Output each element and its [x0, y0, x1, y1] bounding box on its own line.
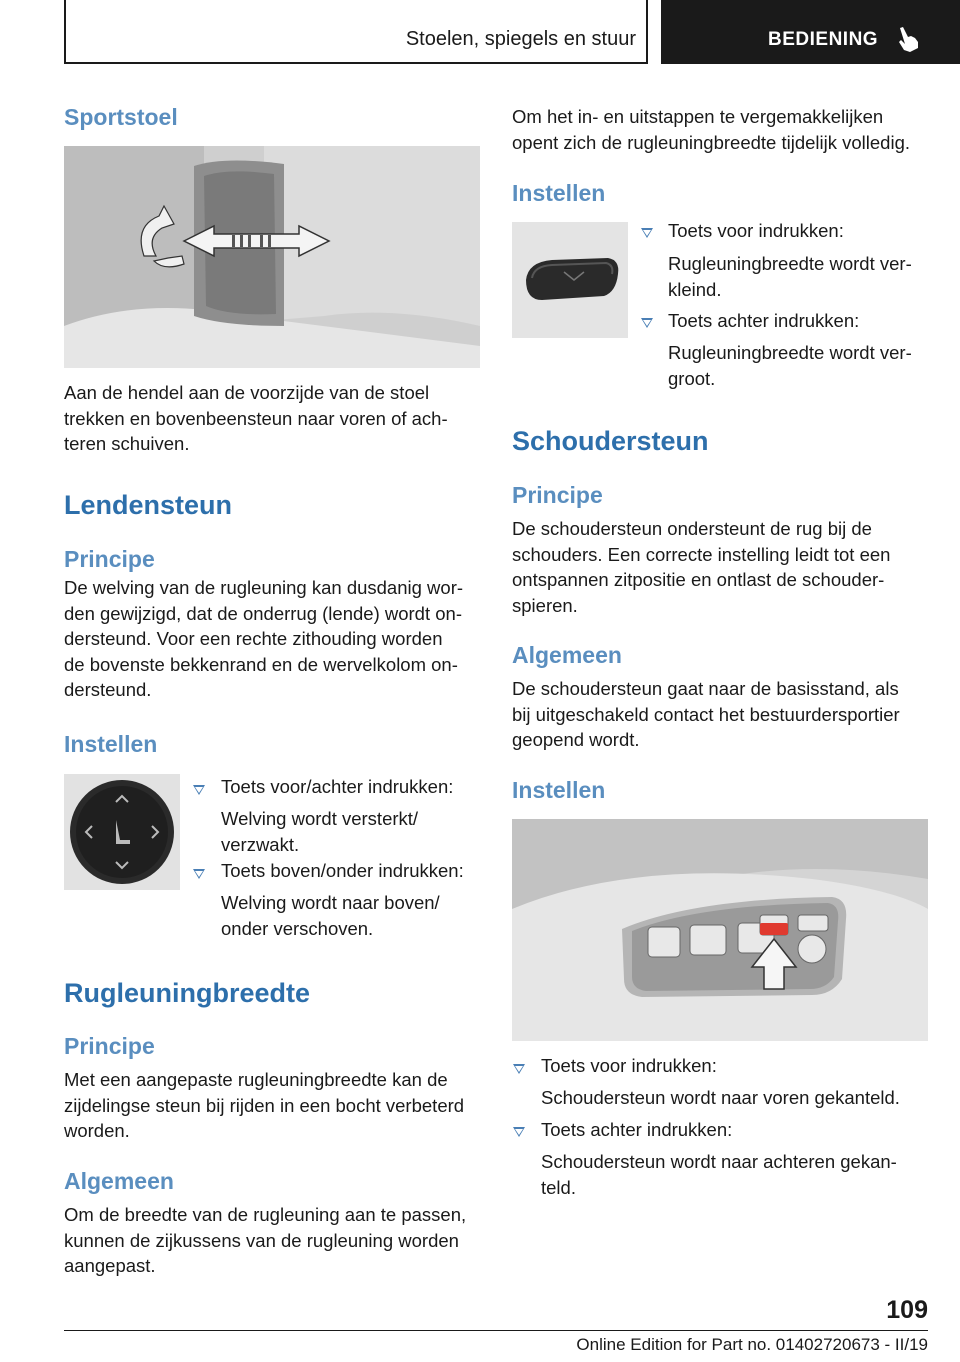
- lendensteun-instellen-heading: Instellen: [64, 731, 158, 757]
- bullet-triangle-icon: [513, 1127, 525, 1137]
- schoudersteun-principe-text: De schoudersteun ondersteunt de rug bij de schouders. Een correcte instelling leidt tot een ontspannen zitpositie en ontlast de schouder- spieren.: [512, 518, 891, 616]
- schoudersteun-principe-heading: Principe: [512, 482, 603, 508]
- rugleuningbreedte-algemeen-text: Om de breedte van de rugleuning aan te passen, kunnen de zijkussens van de rugleuning worden aangepast.: [64, 1204, 467, 1276]
- shoulder-support-image: [512, 819, 928, 1041]
- lumbar-control-image: [64, 774, 180, 890]
- rugleuningbreedte-principe-text: Met een aangepaste rugleuningbreedte kan de zijdelingse steun bij rijden in een bocht verbeterd worden.: [64, 1069, 465, 1141]
- schoudersteun-algemeen-text: De schoudersteun gaat naar de basisstand, als bij uitgeschakeld contact het bestuurdersportier geopend wordt.: [512, 678, 900, 750]
- rugleuningbreedte-principe-heading: Principe: [64, 1033, 155, 1059]
- pointing-hand-icon: [893, 24, 923, 54]
- lendensteun-principe-text: De welving van de rugleuning kan dusdanig wor- den gewijzigd, dat de onderrug (lende) wordt on- dersteund. Voor een rechte zithouding worden de bovenste bekkenrand en de wervelkolom on- dersteund.: [64, 577, 464, 700]
- bullet-triangle-icon: [193, 785, 205, 795]
- bullet-triangle-icon: [513, 1064, 525, 1074]
- page-number: 109: [886, 1296, 928, 1324]
- lendensteun-principe-heading: Principe: [64, 546, 155, 572]
- bullet-triangle-icon: [193, 869, 205, 879]
- rugleuning-instellen-heading: Instellen: [512, 180, 606, 206]
- sportstoel-text: Aan de hendel aan de voorzijde van de stoel trekken en bovenbeensteun naar voren of ach- teren schuiven.: [64, 382, 448, 454]
- schoudersteun-heading: Schoudersteun: [512, 426, 709, 456]
- rugleuningbreedte-algemeen-heading: Algemeen: [64, 1168, 174, 1194]
- rugleuning-intro-text: Om het in- en uitstappen te vergemakkelijken opent zich de rugleuningbreedte tijdelijk volledig.: [512, 106, 911, 153]
- bullet-triangle-icon: [641, 228, 653, 238]
- rugleuningbreedte-heading: Rugleuningbreedte: [64, 978, 311, 1008]
- sportstoel-image: [64, 146, 480, 368]
- bullet-triangle-icon: [641, 318, 653, 328]
- sportstoel-heading: Sportstoel: [64, 104, 178, 130]
- header-tab-label: BEDIENING: [768, 29, 879, 50]
- header-section-title: Stoelen, spiegels en stuur: [405, 28, 636, 50]
- footer-edition: Online Edition for Part no. 01402720673 - II/19: [576, 1335, 928, 1354]
- header-frame-bottom: [64, 62, 648, 64]
- header-frame-left: [64, 0, 66, 64]
- lendensteun-heading: Lendensteun: [64, 490, 233, 520]
- footer-divider: [64, 1330, 928, 1331]
- schoudersteun-instellen-heading: Instellen: [512, 777, 606, 803]
- schoudersteun-algemeen-heading: Algemeen: [512, 642, 622, 668]
- backrest-width-button-image: [512, 222, 628, 338]
- header-frame-right: [646, 0, 648, 64]
